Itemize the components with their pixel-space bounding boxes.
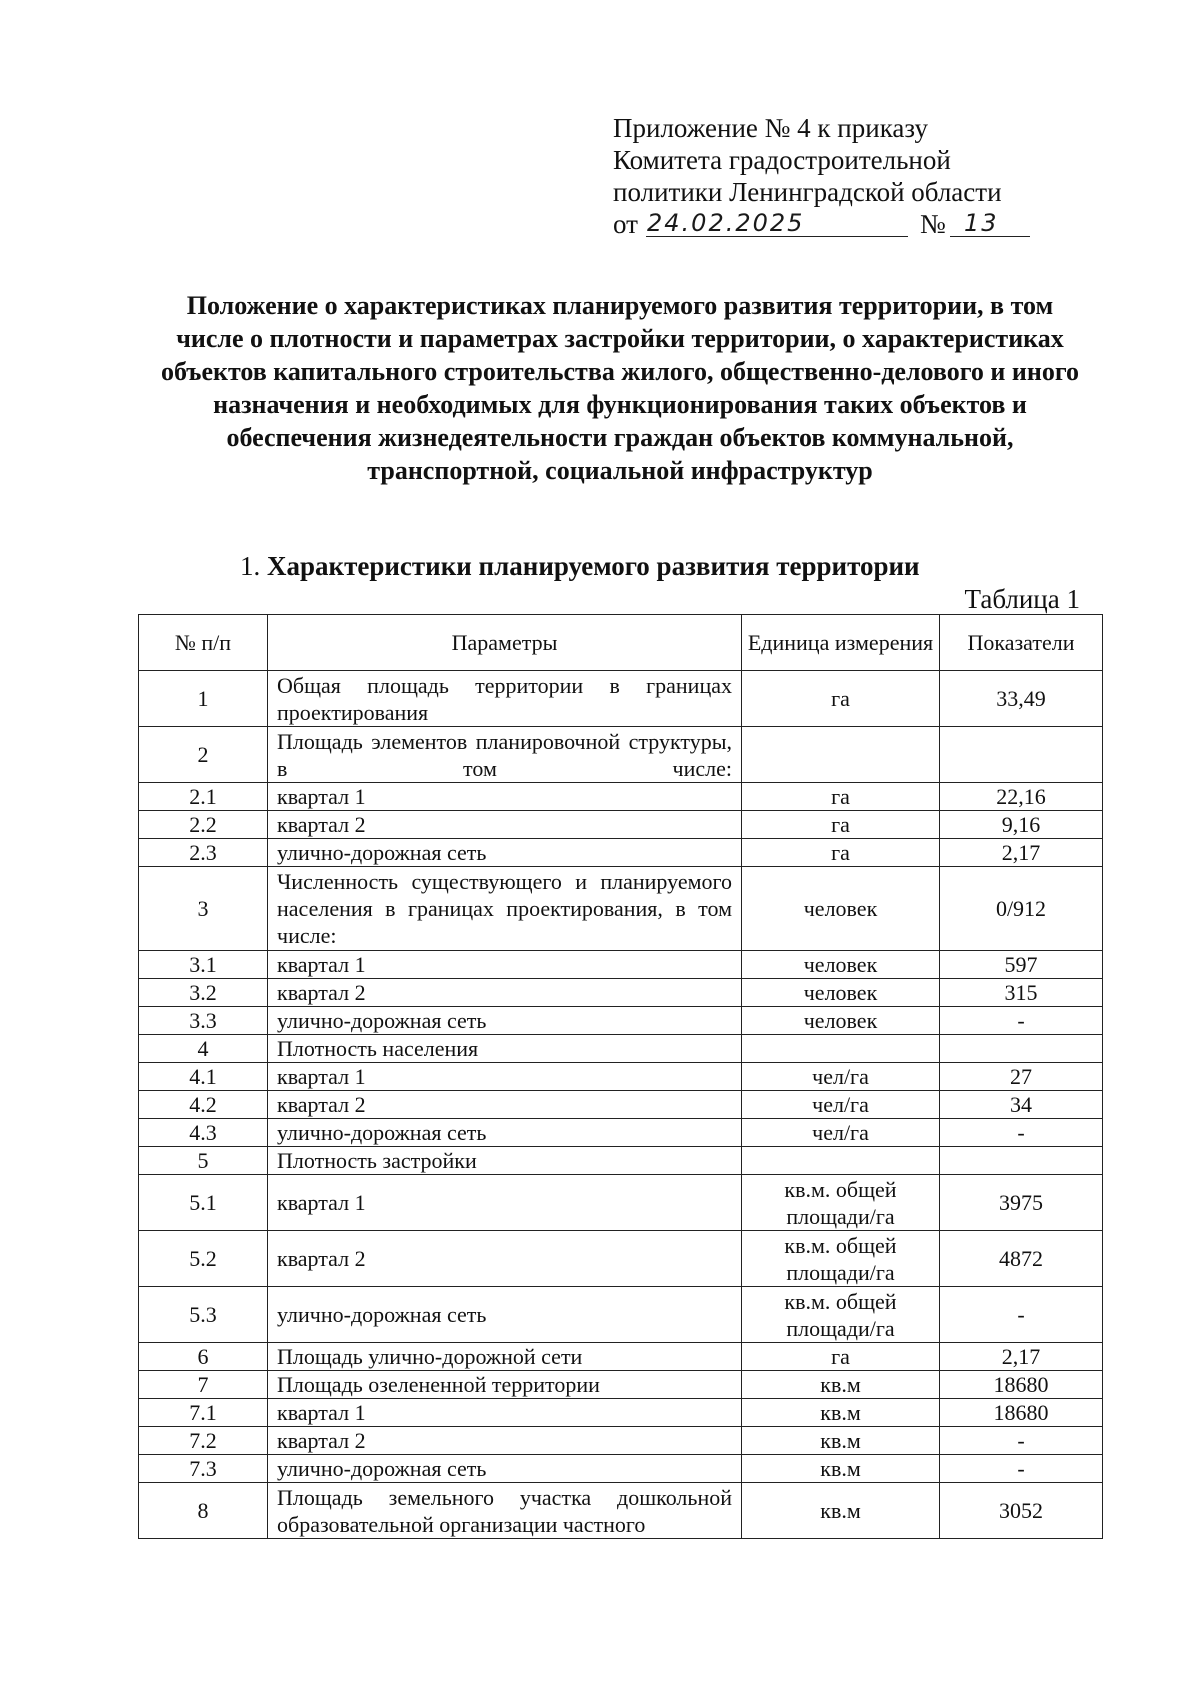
row-unit: человек: [742, 979, 940, 1007]
table-row: [139, 951, 1103, 979]
row-unit: кв.м: [742, 1483, 940, 1539]
table-row: [139, 727, 1103, 783]
row-value: [940, 727, 1103, 783]
table-row: [139, 1287, 1103, 1343]
row-unit: кв.м: [742, 1455, 940, 1483]
row-parameter: квартал 1: [268, 783, 742, 811]
row-number: 7.2: [139, 1427, 268, 1455]
row-value: 27: [940, 1063, 1103, 1091]
row-unit: чел/га: [742, 1091, 940, 1119]
row-unit: га: [742, 671, 940, 727]
row-number: 1: [139, 671, 268, 727]
appendix-line-3: политики Ленинградской области: [613, 177, 1002, 207]
row-parameter: квартал 2: [268, 811, 742, 839]
row-unit: кв.м. общей площади/га: [742, 1231, 940, 1287]
row-parameter: Плотность населения: [268, 1035, 742, 1063]
row-unit: чел/га: [742, 1119, 940, 1147]
row-unit: [742, 1035, 940, 1063]
row-parameter: улично-дорожная сеть: [268, 1287, 742, 1343]
row-value: -: [940, 1287, 1103, 1343]
row-value: 597: [940, 951, 1103, 979]
section-heading: [240, 550, 960, 582]
table-row: [139, 1343, 1103, 1371]
row-value: -: [940, 1119, 1103, 1147]
row-value: -: [940, 1427, 1103, 1455]
table-row: [139, 1119, 1103, 1147]
row-number: 7.3: [139, 1455, 268, 1483]
header-num: № п/п: [139, 615, 268, 671]
table-row: [139, 1427, 1103, 1455]
row-parameter: квартал 2: [268, 1091, 742, 1119]
parameters-table: [138, 614, 1103, 1539]
row-number: 2.3: [139, 839, 268, 867]
row-unit: га: [742, 1343, 940, 1371]
table-row: [139, 1091, 1103, 1119]
row-value: 22,16: [940, 783, 1103, 811]
row-unit: человек: [742, 1007, 940, 1035]
appendix-header: [613, 112, 1002, 240]
order-date-line: [613, 208, 1002, 240]
row-number: 4: [139, 1035, 268, 1063]
header-value: Показатели: [940, 615, 1103, 671]
date-prefix: от: [613, 209, 638, 239]
row-parameter: квартал 1: [268, 951, 742, 979]
row-parameter: улично-дорожная сеть: [268, 839, 742, 867]
table-header-row: [139, 615, 1103, 671]
row-unit: кв.м. общей площади/га: [742, 1175, 940, 1231]
table-row: [139, 671, 1103, 727]
row-number: 5: [139, 1147, 268, 1175]
row-value: 3975: [940, 1175, 1103, 1231]
number-sign: №: [920, 209, 946, 239]
appendix-line-1: Приложение № 4 к приказу: [613, 113, 928, 143]
header-param: Параметры: [268, 615, 742, 671]
handwritten-number: 13: [964, 209, 999, 237]
row-number: 3.3: [139, 1007, 268, 1035]
row-unit: кв.м: [742, 1427, 940, 1455]
row-unit: человек: [742, 867, 940, 951]
row-value: 34: [940, 1091, 1103, 1119]
row-value: [940, 1035, 1103, 1063]
row-value: -: [940, 1007, 1103, 1035]
row-number: 2.1: [139, 783, 268, 811]
row-parameter: улично-дорожная сеть: [268, 1007, 742, 1035]
row-value: 33,49: [940, 671, 1103, 727]
row-number: 4.2: [139, 1091, 268, 1119]
row-number: 2.2: [139, 811, 268, 839]
table-row: [139, 1147, 1103, 1175]
section-title: Характеристики планируемого развития территории: [267, 551, 920, 581]
row-unit: га: [742, 839, 940, 867]
section-number: 1.: [240, 551, 261, 581]
row-number: 3.1: [139, 951, 268, 979]
row-parameter: Численность существующего и планируемого населения в границах проектирования, в том числе:: [268, 867, 742, 951]
row-unit: [742, 727, 940, 783]
table-row: [139, 839, 1103, 867]
row-parameter: Общая площадь территории в границах проектирования: [268, 671, 742, 727]
row-value: -: [940, 1455, 1103, 1483]
table-row: [139, 1483, 1103, 1539]
row-parameter: квартал 2: [268, 979, 742, 1007]
table-row: [139, 1231, 1103, 1287]
row-value: 0/912: [940, 867, 1103, 951]
row-parameter: Площадь озелененной территории: [268, 1371, 742, 1399]
row-parameter: Площадь земельного участка дошкольной образовательной организации частного: [268, 1483, 742, 1539]
row-value: 2,17: [940, 1343, 1103, 1371]
row-number: 8: [139, 1483, 268, 1539]
row-number: 5.1: [139, 1175, 268, 1231]
row-parameter: квартал 1: [268, 1063, 742, 1091]
table-row: [139, 1455, 1103, 1483]
row-number: 5.2: [139, 1231, 268, 1287]
table-row: [139, 979, 1103, 1007]
table-row: [139, 1175, 1103, 1231]
row-value: 9,16: [940, 811, 1103, 839]
row-unit: кв.м. общей площади/га: [742, 1287, 940, 1343]
table-row: [139, 783, 1103, 811]
row-value: 18680: [940, 1399, 1103, 1427]
row-parameter: Площадь элементов планировочной структуры, в том числе:: [268, 727, 742, 783]
table-label: Таблица 1: [964, 584, 1080, 614]
row-unit: чел/га: [742, 1063, 940, 1091]
row-unit: га: [742, 783, 940, 811]
row-number: 4.3: [139, 1119, 268, 1147]
row-unit: га: [742, 811, 940, 839]
row-value: [940, 1147, 1103, 1175]
row-parameter: квартал 1: [268, 1175, 742, 1231]
appendix-line-2: Комитета градостроительной: [613, 145, 951, 175]
row-number: 4.1: [139, 1063, 268, 1091]
row-number: 3: [139, 867, 268, 951]
table-row: [139, 1035, 1103, 1063]
row-value: 2,17: [940, 839, 1103, 867]
table-row: [139, 1371, 1103, 1399]
table-row: [139, 867, 1103, 951]
table-row: [139, 1063, 1103, 1091]
row-parameter: Площадь улично-дорожной сети: [268, 1343, 742, 1371]
row-parameter: улично-дорожная сеть: [268, 1455, 742, 1483]
row-number: 7.1: [139, 1399, 268, 1427]
row-unit: кв.м: [742, 1399, 940, 1427]
row-number: 2: [139, 727, 268, 783]
row-value: 4872: [940, 1231, 1103, 1287]
row-parameter: квартал 1: [268, 1399, 742, 1427]
row-unit: кв.м: [742, 1371, 940, 1399]
row-number: 5.3: [139, 1287, 268, 1343]
document-title: Положение о характеристиках планируемого развития территории, в том числе о плотности и параметрах застройки территории, о характеристиках объектов капитального строительства жилого, общественно-делового и иного назначения и необходимых для функционирования таких объектов и обеспечения жизнедеятельности граждан объектов коммунальной, транспортной, социальной инфраструктур: [160, 291, 1080, 485]
table-row: [139, 811, 1103, 839]
row-parameter: квартал 2: [268, 1231, 742, 1287]
table-row: [139, 1399, 1103, 1427]
row-value: 18680: [940, 1371, 1103, 1399]
row-parameter: Плотность застройки: [268, 1147, 742, 1175]
row-value: 3052: [940, 1483, 1103, 1539]
row-value: 315: [940, 979, 1103, 1007]
row-unit: [742, 1147, 940, 1175]
row-number: 6: [139, 1343, 268, 1371]
header-unit: Единица измерения: [742, 615, 940, 671]
handwritten-date: 24.02.2025: [647, 209, 805, 237]
row-parameter: улично-дорожная сеть: [268, 1119, 742, 1147]
row-unit: человек: [742, 951, 940, 979]
row-parameter: квартал 2: [268, 1427, 742, 1455]
row-number: 3.2: [139, 979, 268, 1007]
table-row: [139, 1007, 1103, 1035]
row-number: 7: [139, 1371, 268, 1399]
